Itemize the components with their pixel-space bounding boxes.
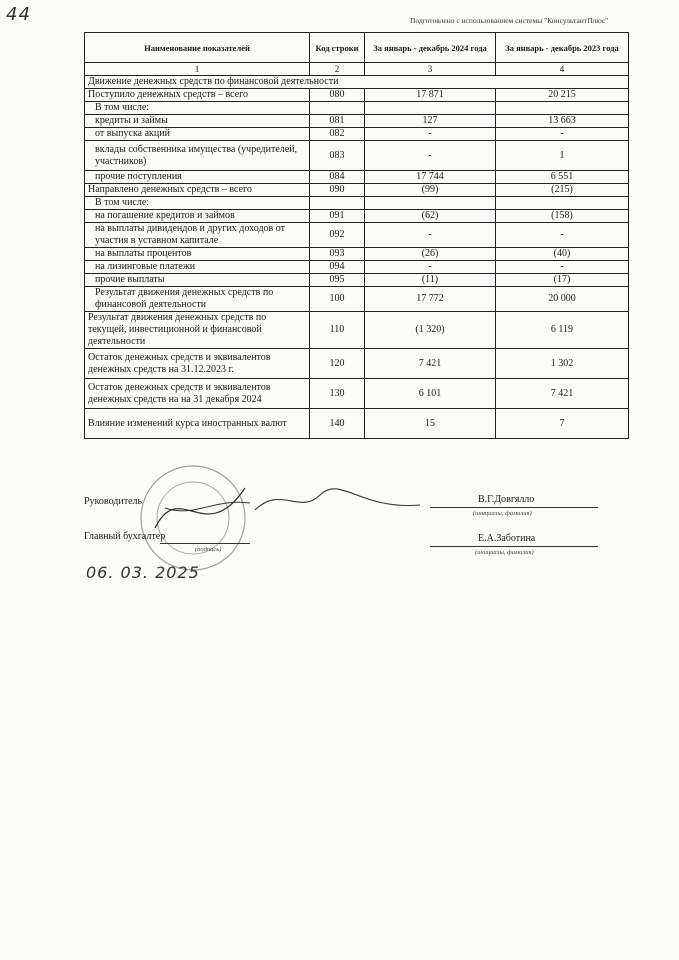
handwritten-page-number: 44: [6, 4, 31, 25]
row-value-2023: (215): [496, 184, 629, 197]
row-value-2023: 7 421: [496, 379, 629, 409]
table-row: [85, 184, 629, 197]
row-label: вклады собственника имущества (учредителей, участников): [85, 141, 310, 171]
row-value-2024: -: [365, 128, 496, 141]
row-value-2024: -: [365, 141, 496, 171]
accountant-name-line: [430, 546, 598, 547]
row-code: 083: [310, 141, 365, 171]
accountant-name: Е.А.Заботина: [478, 533, 536, 544]
row-label: на погашение кредитов и займов: [85, 210, 310, 223]
row-value-2023: [496, 102, 629, 115]
cash-flow-table: [84, 32, 629, 439]
header-indicator: Наименование показателей: [85, 33, 310, 63]
handwritten-date: 06. 03. 2025: [86, 563, 200, 582]
row-code: 110: [310, 312, 365, 349]
table-row: [85, 248, 629, 261]
row-label: прочие поступления: [85, 171, 310, 184]
row-code: 095: [310, 274, 365, 287]
row-label: Остаток денежных средств и эквивалентов денежных средств на на 31 декабря 2024: [85, 379, 310, 409]
row-value-2024: (11): [365, 274, 496, 287]
accountant-sign-caption: (подпись): [195, 546, 222, 553]
row-code: 120: [310, 349, 365, 379]
row-code: 100: [310, 287, 365, 312]
row-label: на выплаты процентов: [85, 248, 310, 261]
row-code: 092: [310, 223, 365, 248]
colnum-3: 3: [365, 63, 496, 76]
row-value-2024: (26): [365, 248, 496, 261]
row-value-2023: 7: [496, 409, 629, 439]
row-value-2023: 6 119: [496, 312, 629, 349]
row-code: 090: [310, 184, 365, 197]
row-label: Результат движения денежных средств по текущей, инвестиционной и финансовой деятельности: [85, 312, 310, 349]
row-label: на выплаты дивидендов и других доходов от участия в уставном капитале: [85, 223, 310, 248]
section-row: [85, 76, 629, 89]
row-label: В том числе:: [85, 102, 310, 115]
table-row: [85, 349, 629, 379]
table-row: [85, 89, 629, 102]
row-label: Поступило денежных средств – всего: [85, 89, 310, 102]
column-number-row: [85, 63, 629, 76]
row-value-2024: 17 744: [365, 171, 496, 184]
table-row: [85, 171, 629, 184]
row-label: на лизинговые платежи: [85, 261, 310, 274]
row-code: 093: [310, 248, 365, 261]
head-name-line: [430, 507, 598, 508]
row-code: 091: [310, 210, 365, 223]
row-value-2023: 1 302: [496, 349, 629, 379]
header-2023: За январь - декабрь 2023 года: [496, 33, 629, 63]
head-label: Руководитель: [84, 496, 143, 507]
row-label: прочие выплаты: [85, 274, 310, 287]
head-signature: [250, 480, 430, 520]
table-row: [85, 115, 629, 128]
row-value-2023: -: [496, 223, 629, 248]
row-value-2023: 1: [496, 141, 629, 171]
row-code: 082: [310, 128, 365, 141]
row-value-2023: 13 663: [496, 115, 629, 128]
table-row: [85, 102, 629, 115]
table-row: [85, 141, 629, 171]
section-title: Движение денежных средств по финансовой деятельности: [85, 76, 629, 89]
row-code: 094: [310, 261, 365, 274]
table-row: [85, 210, 629, 223]
row-value-2024: 6 101: [365, 379, 496, 409]
row-label: кредиты и займы: [85, 115, 310, 128]
table-row: [85, 379, 629, 409]
row-code: [310, 102, 365, 115]
row-value-2024: (1 320): [365, 312, 496, 349]
row-code: 080: [310, 89, 365, 102]
row-code: 081: [310, 115, 365, 128]
row-value-2023: (17): [496, 274, 629, 287]
row-label: Остаток денежных средств и эквивалентов денежных средств на 31.12.2023 г.: [85, 349, 310, 379]
table-row: [85, 312, 629, 349]
row-value-2023: -: [496, 128, 629, 141]
source-note: Подготовлено с использованием системы "КонсультантПлюс": [410, 16, 609, 25]
row-value-2024: (62): [365, 210, 496, 223]
row-code: 084: [310, 171, 365, 184]
table-row: [85, 197, 629, 210]
table-row: [85, 274, 629, 287]
row-value-2024: (99): [365, 184, 496, 197]
head-name: В.Г.Довгялло: [478, 494, 535, 505]
row-value-2023: -: [496, 261, 629, 274]
row-value-2024: [365, 197, 496, 210]
colnum-4: 4: [496, 63, 629, 76]
row-label: Направлено денежных средств – всего: [85, 184, 310, 197]
row-code: 130: [310, 379, 365, 409]
colnum-1: 1: [85, 63, 310, 76]
row-value-2024: 15: [365, 409, 496, 439]
table-row: [85, 128, 629, 141]
row-label: В том числе:: [85, 197, 310, 210]
row-value-2023: 20 000: [496, 287, 629, 312]
table-row: [85, 287, 629, 312]
row-label: от выпуска акций: [85, 128, 310, 141]
header-code: Код строки: [310, 33, 365, 63]
row-value-2023: (40): [496, 248, 629, 261]
row-value-2024: -: [365, 223, 496, 248]
table-row: [85, 409, 629, 439]
company-seal: [135, 458, 255, 578]
row-value-2024: [365, 102, 496, 115]
accountant-caption: (инициалы, фамилия): [475, 549, 534, 556]
table-row: [85, 261, 629, 274]
row-value-2023: [496, 197, 629, 210]
table-row: [85, 223, 629, 248]
row-code: 140: [310, 409, 365, 439]
row-value-2024: 17 772: [365, 287, 496, 312]
row-value-2023: 6 551: [496, 171, 629, 184]
row-code: [310, 197, 365, 210]
accountant-sign-line: [160, 543, 250, 544]
row-value-2024: -: [365, 261, 496, 274]
row-value-2023: (158): [496, 210, 629, 223]
row-label: Влияние изменений курса иностранных валют: [85, 409, 310, 439]
accountant-label: Главный бухгалтер: [84, 531, 166, 542]
row-value-2024: 17 871: [365, 89, 496, 102]
row-value-2023: 20 215: [496, 89, 629, 102]
head-caption: (инициалы, фамилия): [473, 510, 532, 517]
row-value-2024: 127: [365, 115, 496, 128]
header-2024: За январь - декабрь 2024 года: [365, 33, 496, 63]
colnum-2: 2: [310, 63, 365, 76]
row-label: Результат движения денежных средств по финансовой деятельности: [85, 287, 310, 312]
table-header-row: [85, 33, 629, 63]
row-value-2024: 7 421: [365, 349, 496, 379]
